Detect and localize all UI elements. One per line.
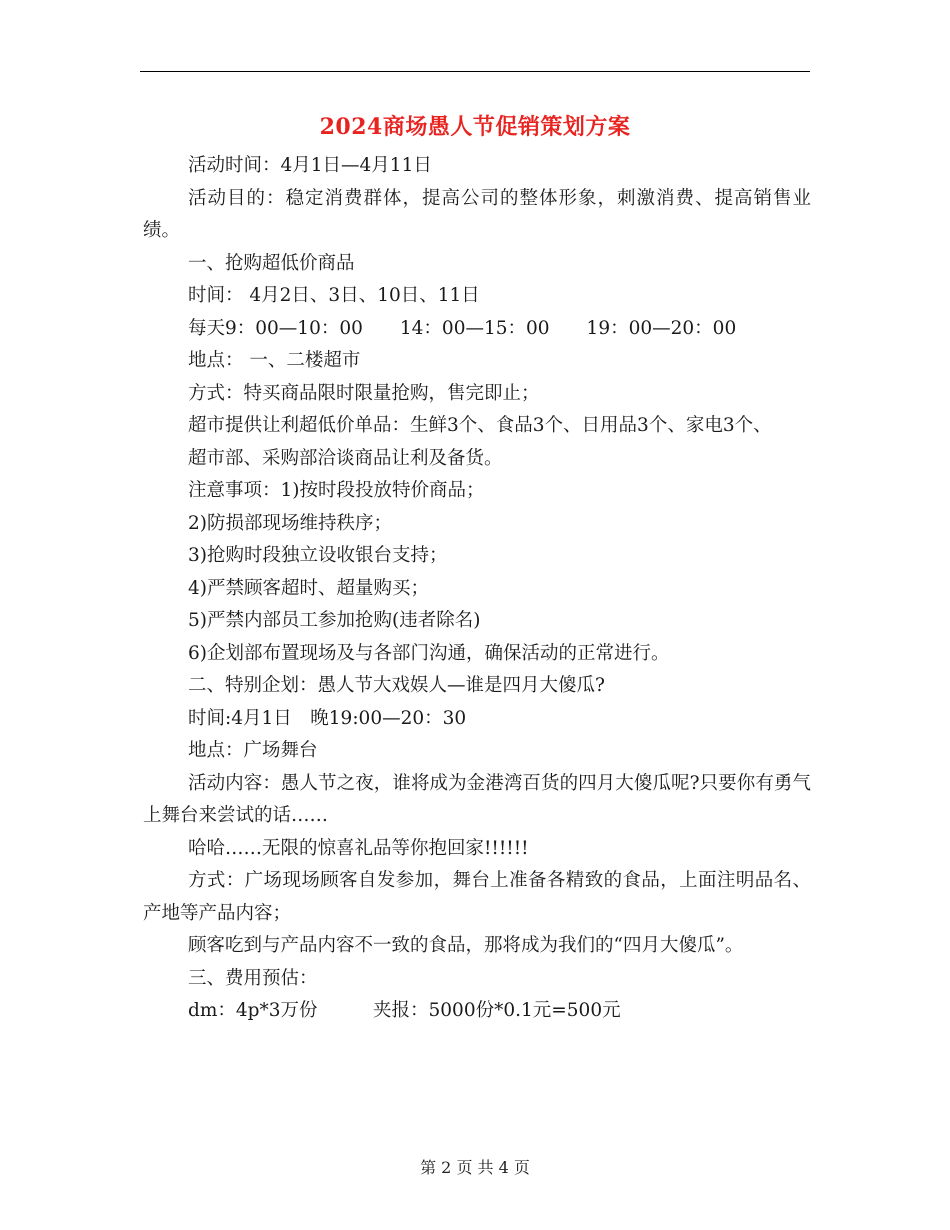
paragraph-event-method: 方式：广场现场顾客自发参加，舞台上准备各精致的食品，上面注明品名、产地等产品内容； — [143, 870, 811, 924]
paragraph-activity-purpose: 活动目的：稳定消费群体，提高公司的整体形象，刺激消费、提高销售业绩。 — [143, 187, 811, 241]
paragraph-activity-time: 活动时间：4月1日—4月11日 — [188, 155, 432, 176]
paragraph-event-location: 地点：广场舞台 — [188, 740, 318, 761]
paragraph-notes-6: 6)企划部布置现场及与各部门沟通，确保活动的正常进行。 — [188, 642, 670, 664]
document-title: 2024商场愚人节促销策划方案 — [319, 114, 631, 140]
document-body — [143, 150, 811, 1028]
paragraph-method: 方式：特买商品限时限量抢购，售完即止； — [188, 382, 540, 404]
paragraph-notes-4: 4)严禁顾客超时、超量购买； — [188, 577, 429, 599]
paragraph-event-rule: 顾客吃到与产品内容不一致的食品，那将成为我们的“四月大傻瓜”。 — [188, 935, 744, 956]
paragraph-event-time: 时间:4月1日 晚19:00—20：30 — [188, 707, 467, 729]
paragraph-surprise-gifts: 哈哈……无限的惊喜礼品等你抱回家!!!!!! — [188, 837, 529, 859]
section-heading-1: 一、抢购超低价商品 — [188, 252, 355, 274]
paragraph-supermarket-items: 超市提供让利超低价单品：生鲜3个、食品3个、日用品3个、家电3个、 — [188, 415, 772, 436]
paragraph-time: 时间： 4月2日、3日、10日、11日 — [188, 285, 480, 306]
paragraph-notes-3: 3)抢购时段独立设收银台支持； — [188, 545, 448, 566]
paragraph-procurement: 超市部、采购部洽谈商品让利及备货。 — [188, 447, 503, 469]
header-rule — [140, 71, 810, 72]
paragraph-notes-5: 5)严禁内部员工参加抢购(违者除名) — [188, 610, 481, 631]
paragraph-location: 地点： 一、二楼超市 — [188, 350, 361, 371]
paragraph-notes-1: 注意事项：1)按时段投放特价商品； — [188, 480, 485, 501]
paragraph-event-content: 活动内容：愚人节之夜，谁将成为金港湾百货的四月大傻瓜呢?只要你有勇气上舞台来尝试的话…… — [143, 772, 811, 826]
paragraph-notes-2: 2)防损部现场维持秩序； — [188, 512, 392, 534]
section-heading-2: 二、特别企划：愚人节大戏娱人—谁是四月大傻瓜? — [188, 675, 605, 696]
paragraph-daily-slots: 每天9：00—10：00 14：00—15：00 19：00—20：00 — [188, 317, 737, 339]
paragraph-cost-estimate: dm：4p*3万份 夹报：5000份*0.1元=500元 — [188, 1000, 621, 1021]
page-number-footer: 第 2 页 共 4 页 — [420, 1158, 530, 1177]
section-heading-3: 三、费用预估： — [188, 967, 318, 989]
